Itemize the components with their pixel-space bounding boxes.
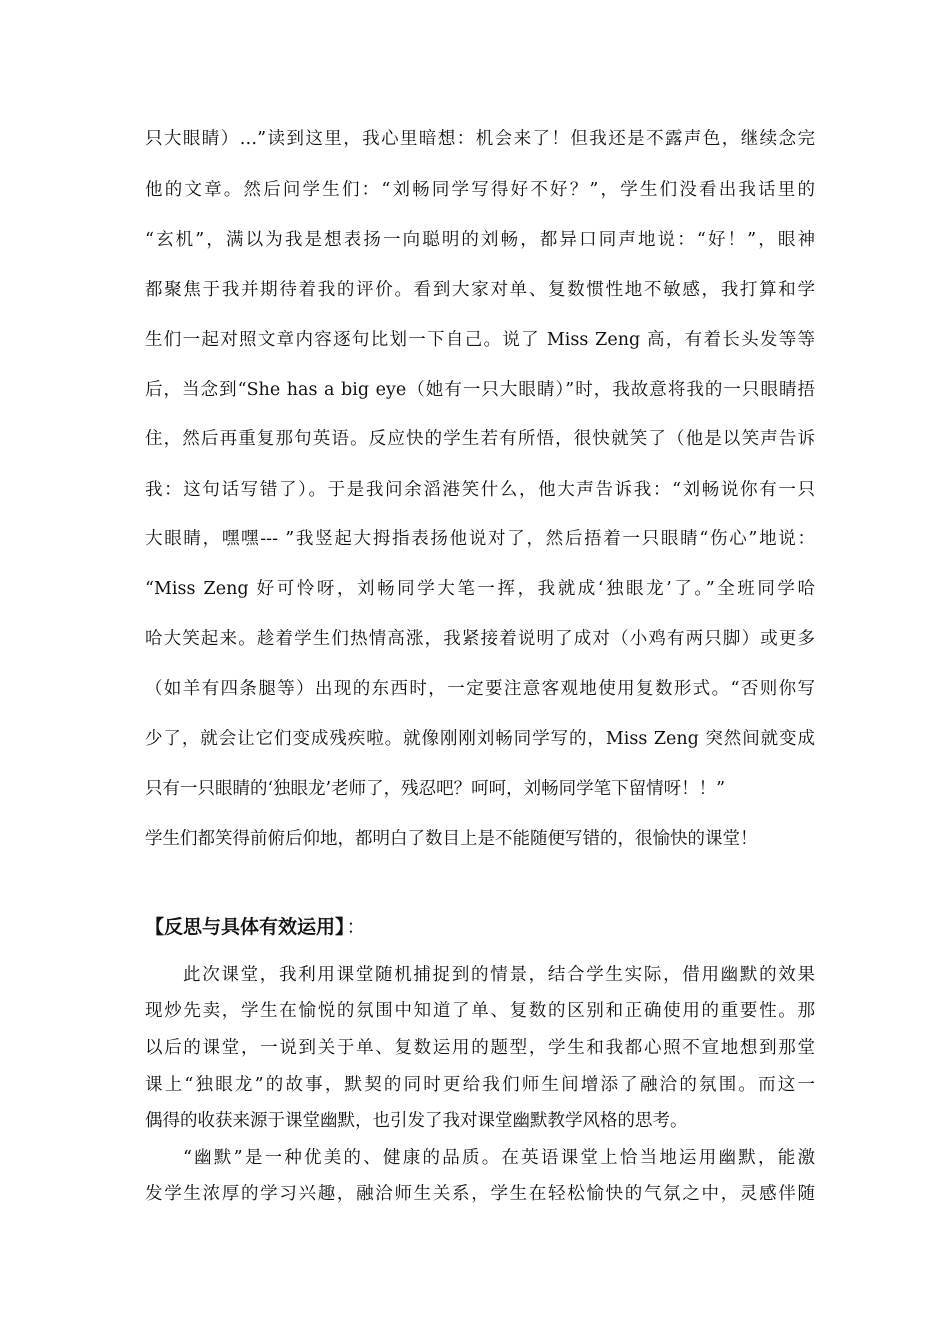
- reflection-p1-line-3: 以后的课堂，一说到关于单、复数运用的题型，学生和我都心照不宣地想到那堂: [145, 1038, 815, 1058]
- section-heading-text: 【反思与具体有效运用】: [145, 916, 345, 938]
- story-line-14: 只有一只眼睛的‘独眼龙’老师了，残忍吧？呵呵，刘畅同学笔下留情呀！！”: [145, 779, 726, 799]
- reflection-p1-line-1: 此次课堂，我利用课堂随机捕捉到的情景，结合学生实际，借用幽默的效果: [183, 965, 815, 985]
- reflection-p1-line-2: 现炒先卖，学生在愉悦的氛围中知道了单、复数的区别和正确使用的重要性。那: [145, 1001, 815, 1021]
- story-line-11: 哈大笑起来。趁着学生们热情高涨，我紧接着说明了成对（小鸡有两只脚）或更多: [145, 629, 815, 649]
- reflection-p2-line-2: 发学生浓厚的学习兴趣，融洽师生关系，学生在轻松愉快的气氛之中，灵感伴随: [145, 1184, 815, 1204]
- story-line-5: 生们一起对照文章内容逐句比划一下自己。说了 Miss Zeng 高，有着长头发等等: [145, 330, 815, 350]
- reflection-p1-line-4: 课上“独眼龙”的故事，默契的同时更给我们师生间增添了融洽的氛围。而这一: [145, 1075, 815, 1095]
- section-heading-colon: ：: [346, 916, 366, 938]
- section-heading: [145, 912, 815, 939]
- story-line-6: 后，当念到“She has a big eye（她有一只大眼睛）”时，我故意将我的一只眼睛捂: [145, 380, 815, 400]
- story-line-1: 只大眼睛）…”读到这里，我心里暗想：机会来了！但我还是不露声色，继续念完: [145, 129, 815, 149]
- story-line-4: 都聚焦于我并期待着我的评价。看到大家对单、复数惯性地不敏感，我打算和学: [145, 280, 815, 300]
- story-line-12: （如羊有四条腿等）出现的东西时，一定要注意客观地使用复数形式。“否则你写: [145, 679, 815, 699]
- story-line-3: “玄机”，满以为我是想表扬一向聪明的刘畅，都异口同声地说：“好！”，眼神: [145, 230, 815, 250]
- story-line-13: 少了，就会让它们变成残疾啦。就像刚刚刘畅同学写的，Miss Zeng 突然间就变成: [145, 729, 815, 749]
- story-line-7: 住，然后再重复那句英语。反应快的学生若有所悟，很快就笑了（他是以笑声告诉: [145, 429, 815, 449]
- story-line-8: 我：这句话写错了）。于是我问余滔港笑什么，他大声告诉我：“刘畅说你有一只: [145, 480, 815, 500]
- reflection-p1-line-5: 偶得的收获来源于课堂幽默，也引发了我对课堂幽默教学风格的思考。: [145, 1111, 688, 1131]
- story-line-10: “Miss Zeng 好可怜呀，刘畅同学大笔一挥，我就成‘独眼龙’了。”全班同学哈: [145, 579, 815, 599]
- story-line-2: 他的文章。然后问学生们：“刘畅同学写得好不好？”，学生们没看出我话里的: [145, 180, 815, 200]
- story-line-9: 大眼睛，嘿嘿--- ”我竖起大拇指表扬他说对了，然后捂着一只眼睛“伤心”地说：: [145, 529, 815, 549]
- story-line-15: 学生们都笑得前俯后仰地，都明白了数目上是不能随便写错的，很愉快的课堂！: [145, 829, 758, 849]
- reflection-p2-line-1: “幽默”是一种优美的、健康的品质。在英语课堂上恰当地运用幽默，能激: [183, 1148, 815, 1168]
